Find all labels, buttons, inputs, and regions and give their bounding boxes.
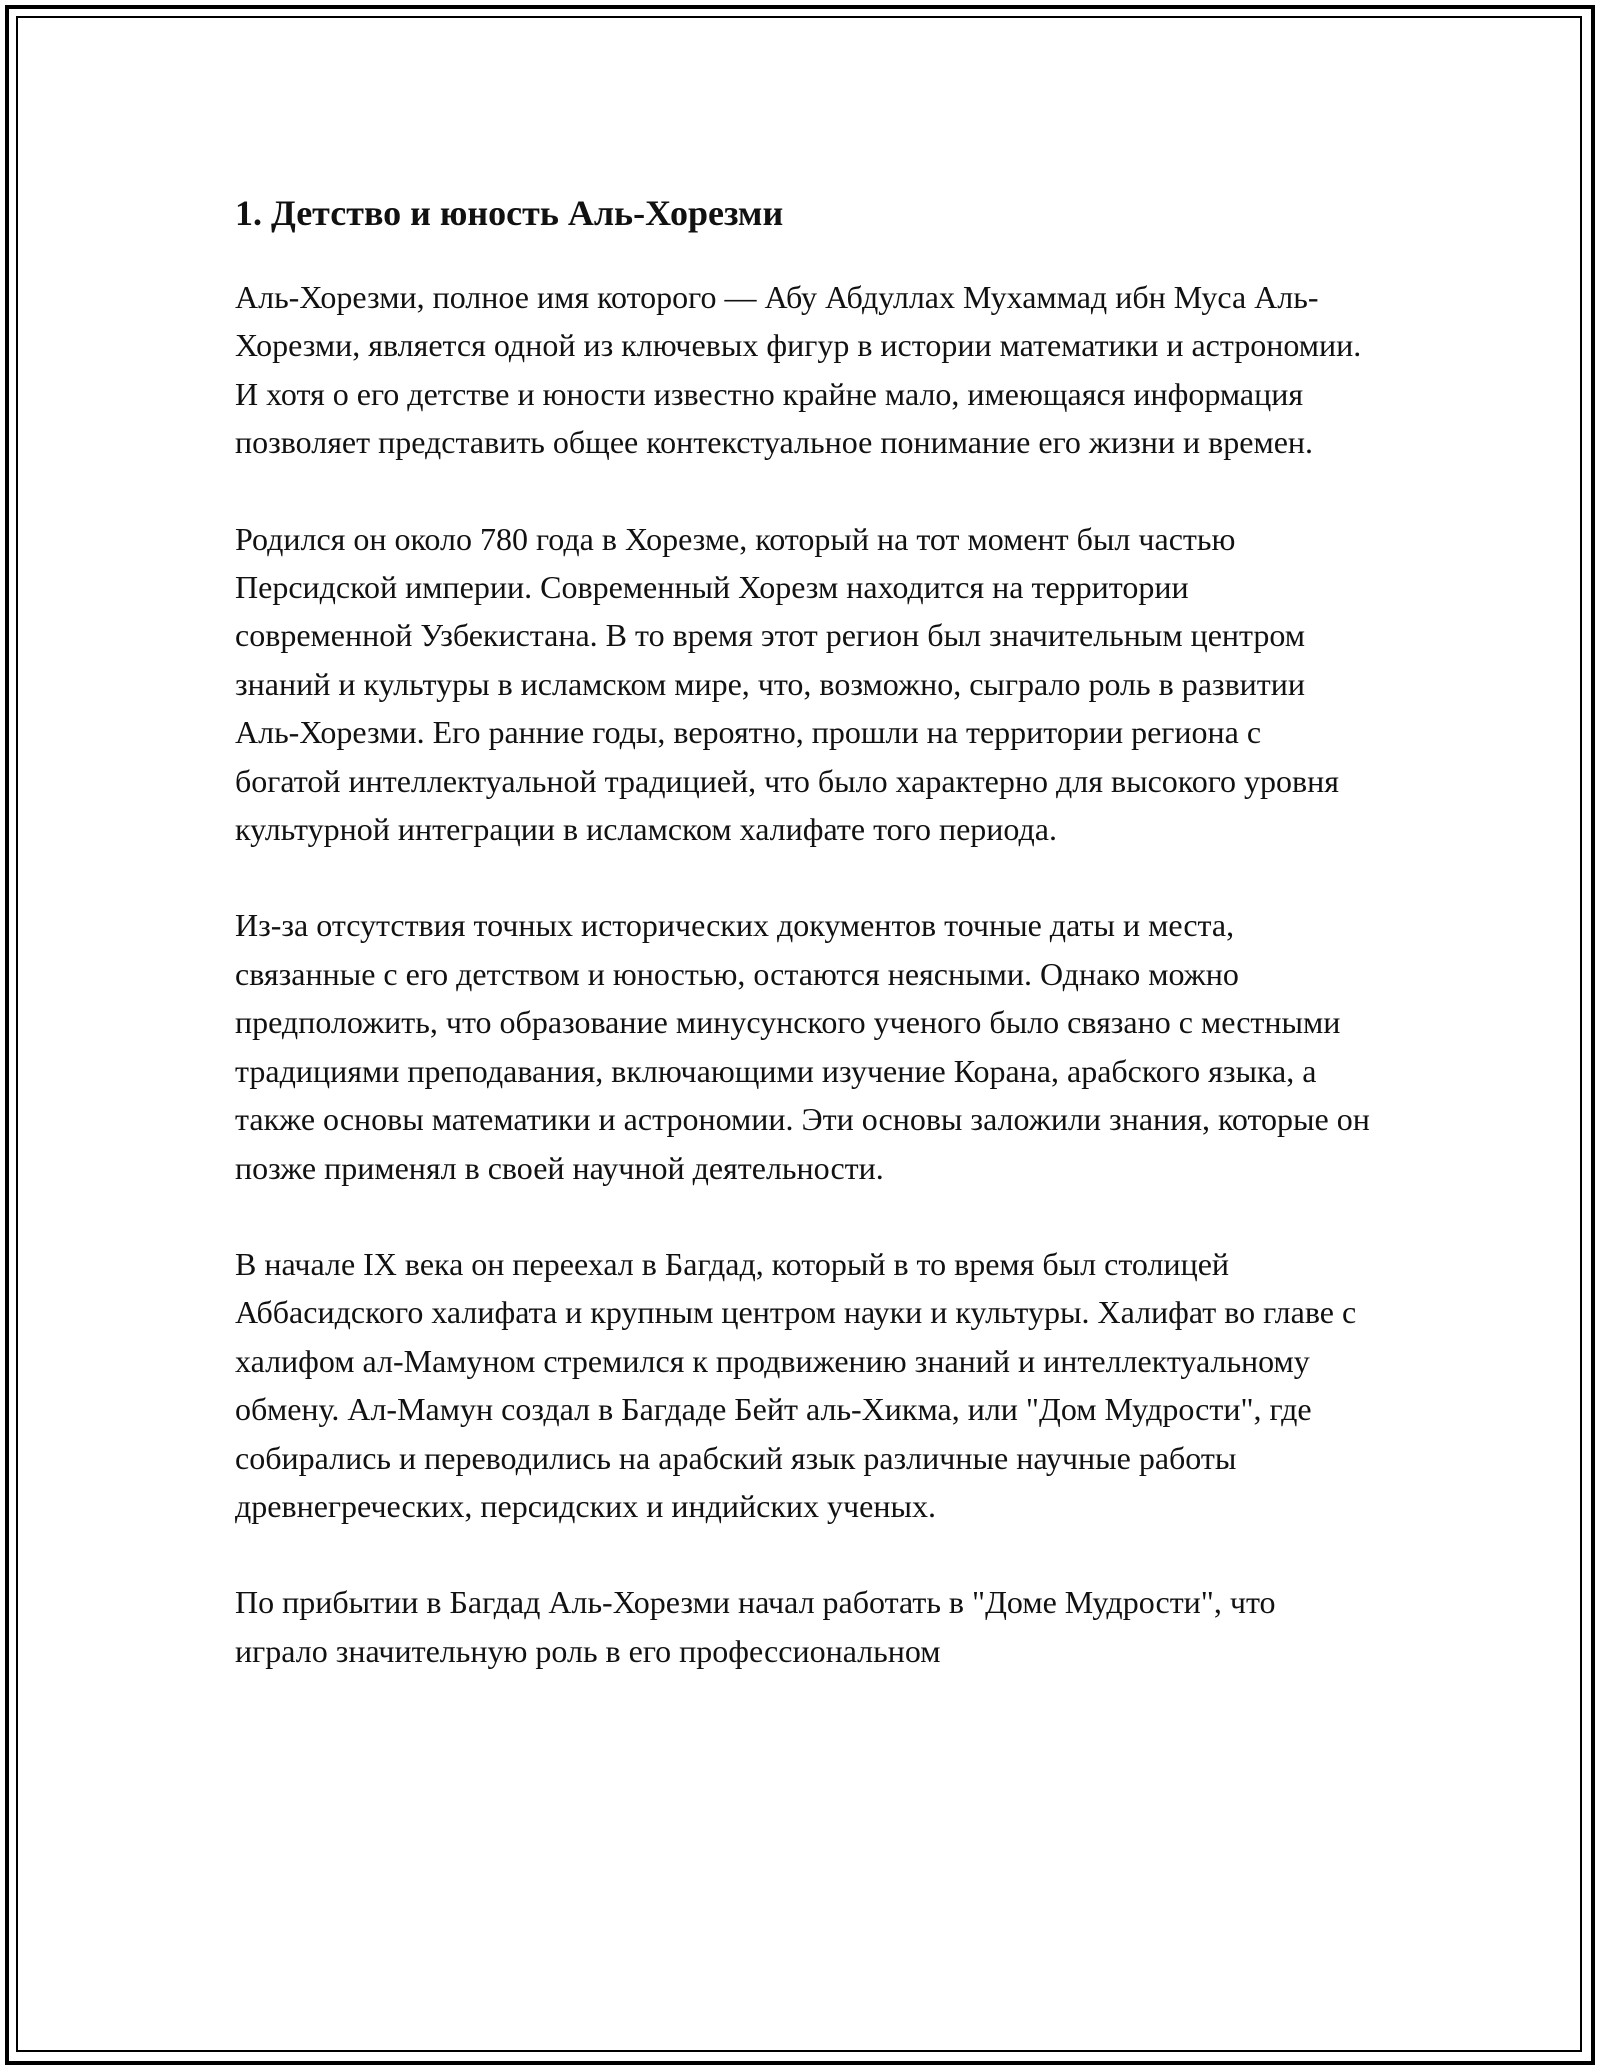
section-heading: 1. Детство и юность Аль-Хорезми	[235, 193, 784, 233]
paragraph: Родился он около 780 года в Хорезме, который на тот момент был частью Персидской империи. Современный Хорезм находится на территории современной Узбекистана. В то время этот регион был значительным центром знаний и культуры в исламском мире, что, возможно, сыграло роль в развитии Аль-Хорезми. Его ранние годы, вероятно, прошли на территории региона с богатой интеллектуальной традицией, что было характерно для высокого уровня культурной интеграции в исламском халифате того периода.	[235, 520, 1339, 848]
paragraph: В начале IX века он переехал в Багдад, который в то время был столицей Аббасидского халифата и крупным центром науки и культуры. Халифат во главе с халифом ал-Мамуном стремился к продвижению знаний и интеллектуальному обмену. Ал-Мамун создал в Багдаде Бейт аль-Хикма, или "Дом Мудрости", где собирались и переводились на арабский язык различные научные работы древнегреческих, персидских и индийских ученых.	[235, 1245, 1357, 1524]
paragraph: По прибытии в Багдад Аль-Хорезми начал работать в "Доме Мудрости", что играло значительную роль в его профессиональном	[235, 1584, 1276, 1669]
paragraph: Из-за отсутствия точных исторических документов точные даты и места, связанные с его детством и юностью, остаются неясными. Однако можно предположить, что образование минусунского ученого было связано с местными традициями преподавания, включающими изучение Корана, арабского языка, а также основы математики и астрономии. Эти основы заложили знания, которые он позже применял в своей научной деятельности.	[235, 907, 1370, 1186]
paragraph: Аль-Хорезми, полное имя которого — Абу Абдуллах Мухаммад ибн Муса Аль-Хорезми, является одной из ключевых фигур в истории математики и астрономии. И хотя о его детстве и юности известно крайне мало, имеющаяся информация позволяет представить общее контекстуальное понимание его жизни и времен.	[235, 279, 1362, 461]
document-body	[235, 186, 1370, 1723]
